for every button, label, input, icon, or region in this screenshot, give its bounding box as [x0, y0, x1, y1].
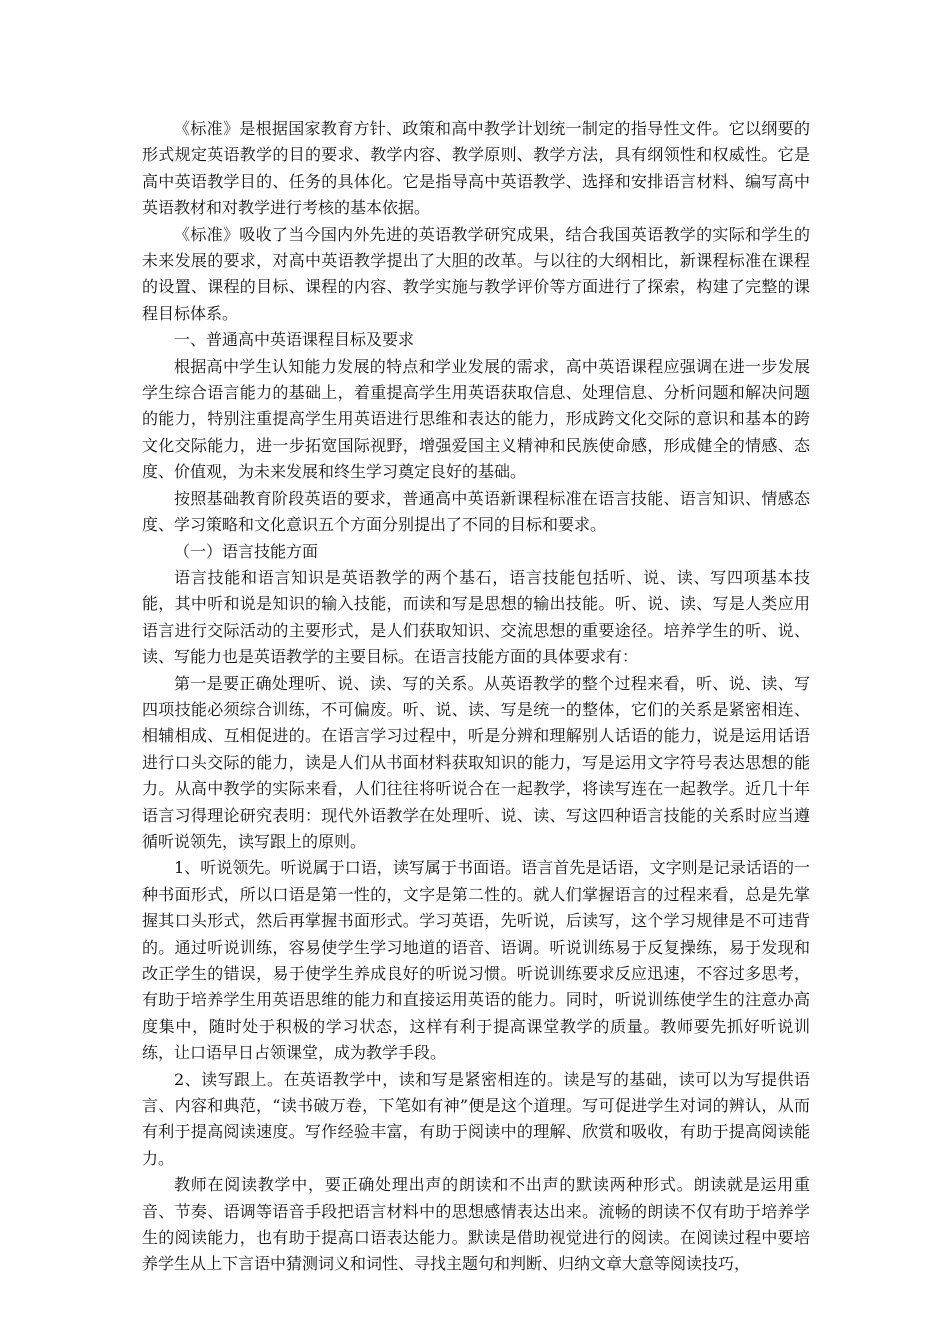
subsection-heading-language-skills: （一）语言技能方面: [174, 541, 319, 561]
paragraph-five-aspects: 按照基础教育阶段英语的要求，普通高中英语新课程标准在语言技能、语言知识、情感态度、学习策略和文化意识五个方面分别提出了不同的目标和要求。: [142, 488, 810, 535]
paragraph-reading-instruction: 教师在阅读教学中，要正确处理出声的朗读和不出声的默读两种形式。朗读就是运用重音、节奏、语调等语音手段把语言材料中的思想感情表达出来。流畅的朗读不仅有助于培养学生的阅读能力，也有助于提高口语表达能力。默读是借助视觉进行的阅读。在阅读过程中要培养学生从上下言语中猜测词义和词性、寻找主题句和判断、归纳文章大意等阅读技巧，: [142, 1175, 810, 1274]
paragraph-listening-speaking-first: 1、听说领先。听说属于口语，读写属于书面语。语言首先是话语，文字则是记录话语的一种书面形式，所以口语是第一性的，文字是第二性的。就人们掌握语言的过程来看，总是先掌握其口头形式，然后再掌握书面形式。学习英语，先听说，后读写，这个学习规律是不可违背的。通过听说训练，容易使学生学习地道的语音、语调。听说训练易于反复操练，易于发现和改正学生的错误，易于使学生养成良好的听说习惯。听说训练要求反应迅速，不容过多思考，有助于培养学生用英语思维的能力和直接运用英语的能力。同时，听说训练使学生的注意办高度集中，随时处于积极的学习状态，这样有利于提高课堂教学的质量。教师要先抓好听说训练，让口语早日占领课堂，成为教学手段。: [142, 858, 810, 1063]
paragraph-language-skills: 语言技能和语言知识是英语教学的两个基石，语言技能包括听、说、读、写四项基本技能，其中听和说是知识的输入技能，而读和写是思想的输出技能。听、说、读、写是人类应用语言进行交际活动的主要形式，是人们获取知识、交流思想的重要途径。培养学生的听、说、读、写能力也是英语教学的主要目标。在语言技能方面的具体要求有：: [142, 567, 810, 667]
paragraph-first-requirement: 第一是要正确处理听、说、读、写的关系。从英语教学的整个过程来看，听、说、读、写四项技能必须综合训练，不可偏废。听、说、读、写是统一的整体，它们的关系是紧密相连、相辅相成、互相促进的。在语言学习过程中，听是分辨和理解别人话语的能力，说是运用话语进行口头交际的能力，读是人们从书面材料获取知识的能力，写是运用文字符号表达思想的能力。从高中教学的实际来看，人们往往将听说合在一起教学，将读写连在一起教学。近几十年语言习得理论研究表明：现代外语教学在处理听、说、读、写这四种语言技能的关系时应当遵循听说领先，读写跟上的原则。: [142, 673, 810, 851]
paragraph-reading-writing-follow: 2、读写跟上。在英语教学中，读和写是紧密相连的。读是写的基础，读可以为写提供语言、内容和典范，“读书破万卷，下笔如有神”便是这个道理。写可促进学生对词的辨认，从而有利于提高阅读速度。写作经验丰富，有助于阅读中的理解、欣赏和吸收，有助于提高阅读能力。: [142, 1069, 810, 1168]
paragraph-standard-reform: 《标准》吸收了当今国内外先进的英语教学研究成果，结合我国英语教学的实际和学生的未来发展的要求，对高中英语教学提出了大胆的改革。与以往的大纲相比，新课程标准在课程的设置、课程的目标、课程的内容、教学实施与教学评价等方面进行了探索，构建了完整的课程目标体系。: [142, 224, 810, 323]
document-body: [142, 116, 810, 1278]
section-heading-goals: 一、普通高中英语课程目标及要求: [174, 330, 415, 350]
paragraph-goals: 根据高中学生认知能力发展的特点和学业发展的需求，高中英语课程应强调在进一步发展学生综合语言能力的基础上，着重提高学生用英语获取信息、处理信息、分析问题和解决问题的能力，特别注重提高学生用英语进行思维和表达的能力，形成跨文化交际的意识和基本的跨文化交际能力，进一步拓宽国际视野，增强爱国主义精神和民族使命感，形成健全的情感、态度、价值观，为未来发展和终生学习奠定良好的基础。: [142, 356, 810, 482]
paragraph-intro: 《标准》是根据国家教育方针、政策和高中教学计划统一制定的指导性文件。它以纲要的形式规定英语教学的目的要求、教学内容、教学原则、教学方法，具有纲领性和权威性。它是高中英语教学目的、任务的具体化。它是指导高中英语教学、选择和安排语言材料、编写高中英语教材和对教学进行考核的基本依据。: [142, 119, 810, 218]
